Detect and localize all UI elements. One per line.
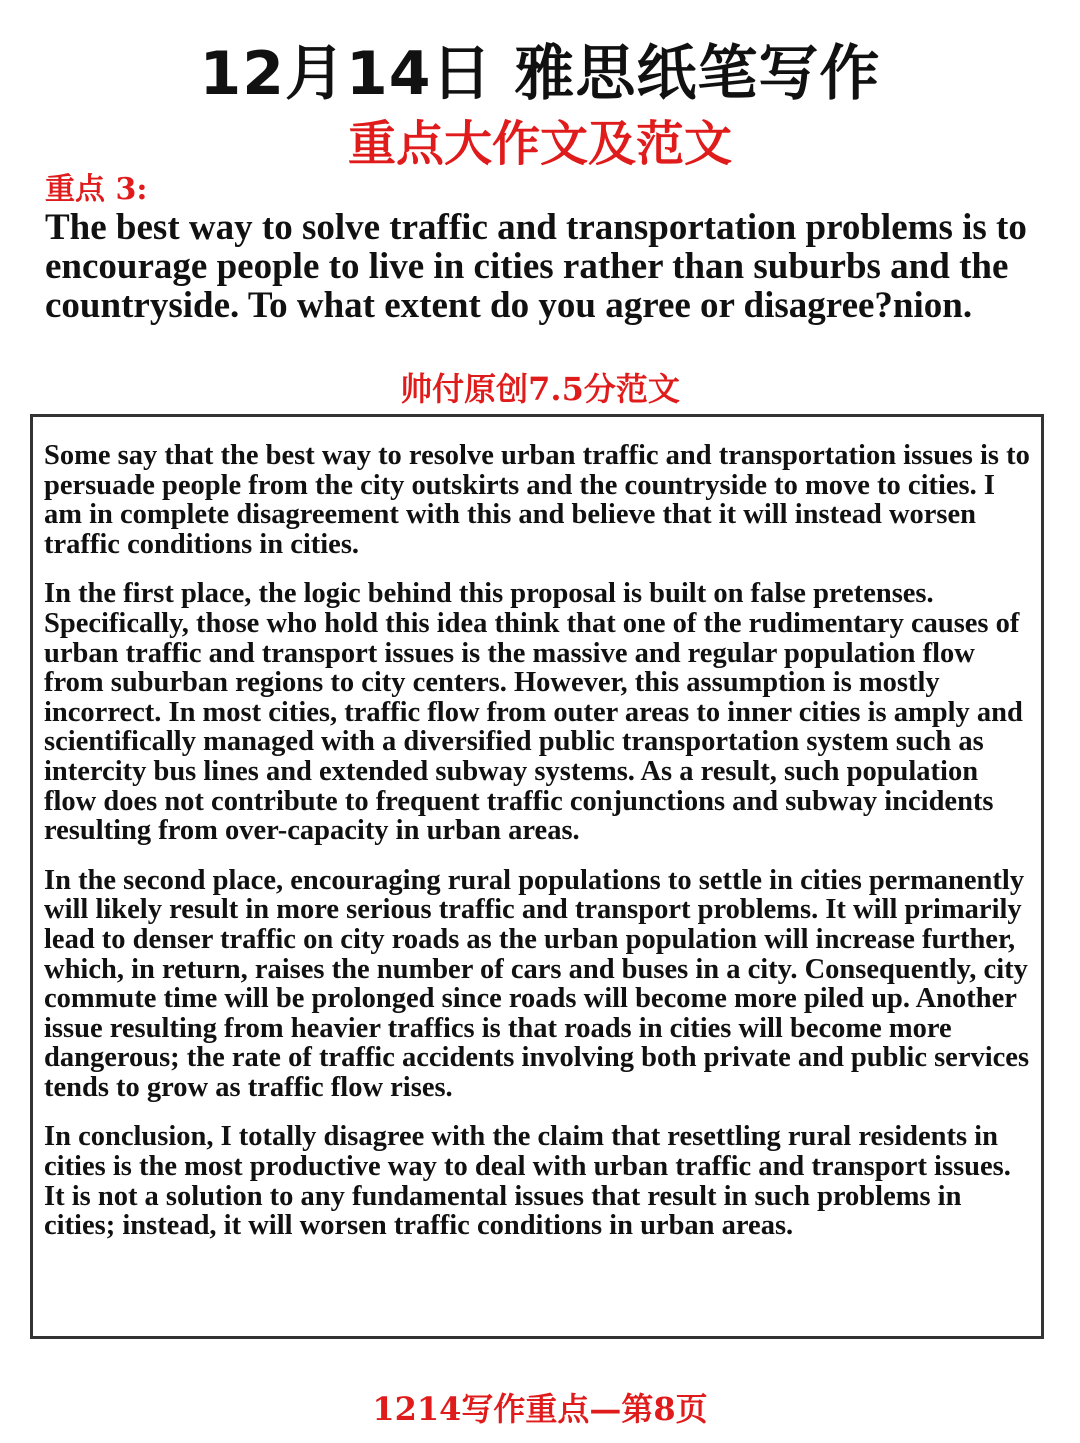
page-title: 12月14日 雅思纸笔写作 bbox=[199, 39, 881, 109]
essay-tag: 帅付原创7.5分范文 bbox=[400, 370, 680, 408]
essay-paragraph-intro: Some say that the best way to resolve urban traffic and transportation issues is to persuade people from the city outskirts and the countryside to move to cities. I am in complete disagreement with this and believe that it will instead worsen traffic conditions in cities. bbox=[44, 440, 1030, 560]
essay-paragraph-body-1: In the first place, the logic behind this proposal is built on false pretenses. Specifically, those who hold this idea think that one of the rudimentary causes of urban traffic and transport issues is the massive and regular population flow from suburban regions to city centers. However, this assumption is mostly incorrect. In most cities, traffic flow from outer areas to inner cities is amply and scientifically managed with a diversified public transportation system such as intercity bus lines and extended subway systems. As a result, such population flow does not contribute to frequent traffic conjunctions and subway incidents resulting from over-capacity in urban areas. bbox=[44, 578, 1023, 847]
essay-question: The best way to solve traffic and transportation problems is to encourage people to live in cities rather than suburbs and the countryside. To what extent do you agree or disagree?nion. bbox=[45, 207, 1027, 326]
essay-box bbox=[30, 414, 1044, 1339]
page-footer: 1214写作重点—第8页 bbox=[372, 1390, 708, 1428]
essay-paragraph-conclusion: In conclusion, I totally disagree with the claim that resettling rural residents in cities is the most productive way to deal with urban traffic and transport issues. It is not a solution to any fundamental issues that result in such problems in cities; instead, it will worsen traffic conditions in urban areas. bbox=[44, 1121, 1011, 1242]
prompt-label: 重点 3: bbox=[45, 172, 148, 207]
essay-paragraph-body-2: In the second place, encouraging rural populations to settle in cities permanently will likely result in more serious traffic and transport problems. It will primarily lead to denser traffic on city roads as the urban population will increase further, which, in return, raises the number of cars and buses in a city. Consequently, city commute time will be prolonged since roads will become more piled up. Another issue resulting from heavier traffics is that roads in cities will become more dangerous; the rate of traffic accidents involving both private and public services tends to grow as traffic flow rises. bbox=[44, 864, 1030, 1103]
page-subtitle: 重点大作文及范文 bbox=[347, 116, 732, 172]
